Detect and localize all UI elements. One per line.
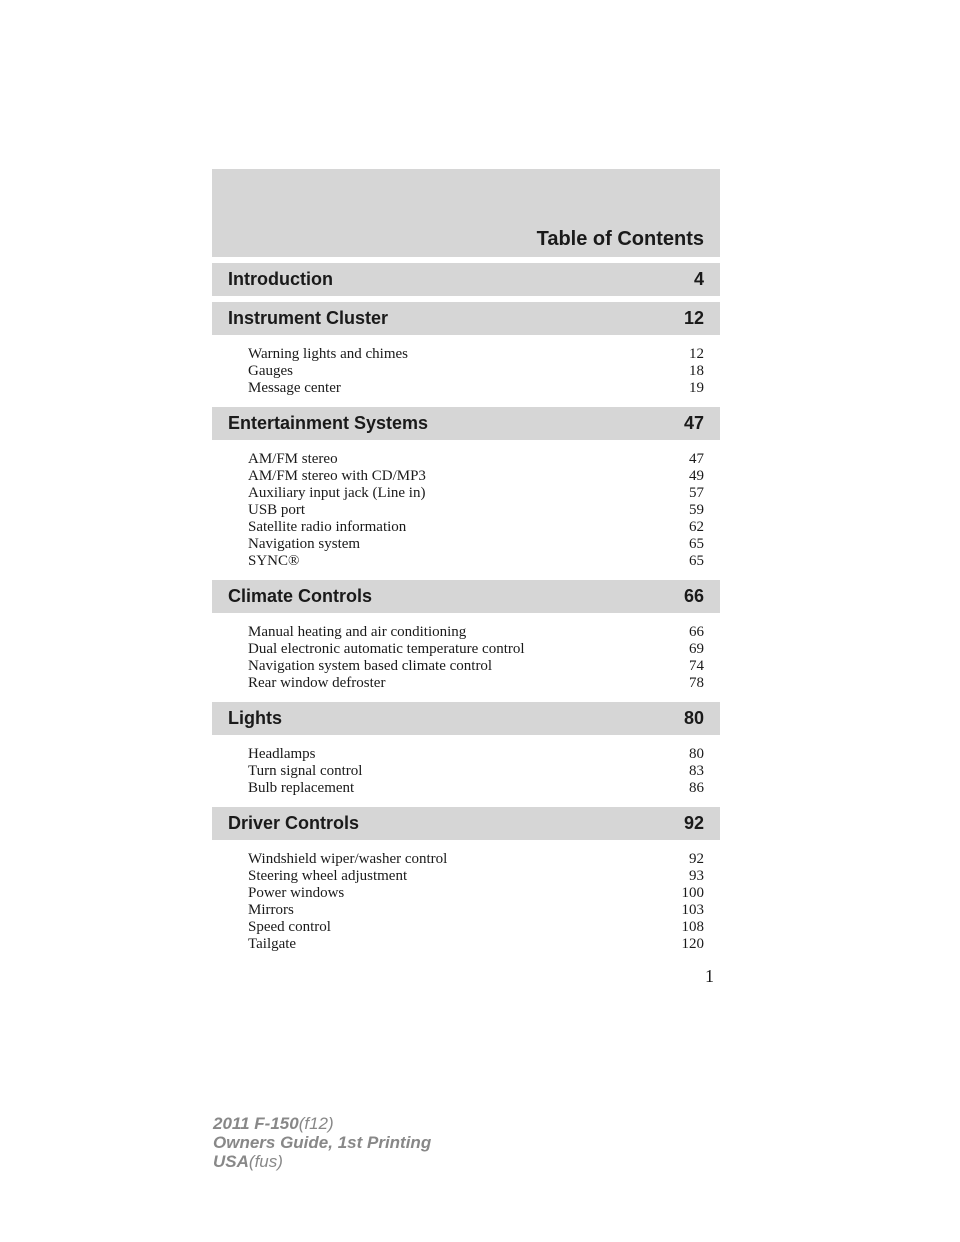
- toc-entry[interactable]: [248, 885, 704, 902]
- section-title: Climate Controls: [228, 586, 373, 606]
- toc-entry[interactable]: [248, 346, 704, 363]
- section-heading[interactable]: [212, 702, 720, 735]
- toc-section: [212, 302, 720, 401]
- entry-label: Message center: [248, 380, 341, 396]
- section-title: Driver Controls: [228, 813, 360, 833]
- entry-label: Gauges: [248, 363, 293, 379]
- section-page: 80: [683, 708, 704, 728]
- toc-entry[interactable]: [248, 641, 704, 658]
- toc-entry[interactable]: [248, 936, 704, 953]
- section-heading[interactable]: [212, 407, 720, 440]
- entry-page: 78: [689, 675, 704, 691]
- entry-label: AM/FM stereo with CD/MP3: [248, 468, 426, 484]
- entry-page: 100: [681, 885, 704, 901]
- section-heading[interactable]: [212, 580, 720, 613]
- entry-page: 47: [689, 451, 704, 467]
- toc-entry[interactable]: [248, 519, 704, 536]
- page-title: Table of Contents: [536, 228, 704, 250]
- footer-line-2: Owners Guide, 1st Printing: [213, 1133, 432, 1152]
- entry-page: 92: [689, 851, 704, 867]
- footer-line-1: 2011 F-150(f12): [213, 1114, 334, 1133]
- table-of-contents: [212, 263, 720, 963]
- toc-entry[interactable]: [248, 658, 704, 675]
- toc-section: [212, 807, 720, 957]
- entry-page: 57: [689, 485, 704, 501]
- entry-label: Headlamps: [248, 746, 316, 762]
- toc-entry[interactable]: [248, 536, 704, 553]
- entry-page: 12: [689, 346, 704, 362]
- entry-label: Navigation system based climate control: [248, 658, 493, 674]
- header-box: [212, 169, 720, 257]
- section-heading[interactable]: [212, 302, 720, 335]
- toc-entry[interactable]: [248, 624, 704, 641]
- toc-entry[interactable]: [248, 485, 704, 502]
- entry-label: Tailgate: [248, 936, 297, 952]
- entry-page: 86: [689, 780, 704, 796]
- section-heading[interactable]: [212, 807, 720, 840]
- section-page: 12: [683, 308, 704, 328]
- entry-list: [212, 440, 720, 574]
- section-title: Introduction: [228, 269, 333, 289]
- entry-page: 19: [689, 380, 704, 396]
- toc-section: [212, 263, 720, 296]
- footer: [213, 1114, 431, 1171]
- entry-page: 65: [689, 553, 704, 569]
- entry-label: Mirrors: [248, 902, 294, 918]
- toc-entry[interactable]: [248, 763, 704, 780]
- entry-page: 83: [689, 763, 704, 779]
- entry-page: 18: [689, 363, 704, 379]
- entry-label: Satellite radio information: [248, 519, 407, 535]
- toc-entry[interactable]: [248, 919, 704, 936]
- toc-entry[interactable]: [248, 363, 704, 380]
- entry-page: 108: [681, 919, 704, 935]
- entry-page: 49: [689, 468, 704, 484]
- entry-label: Turn signal control: [248, 763, 363, 779]
- toc-section: [212, 702, 720, 801]
- entry-label: AM/FM stereo: [248, 451, 338, 467]
- entry-label: Rear window defroster: [248, 675, 386, 691]
- entry-label: Speed control: [248, 919, 331, 935]
- entry-list: [212, 735, 720, 801]
- toc-entry[interactable]: [248, 780, 704, 797]
- section-title: Lights: [228, 708, 282, 728]
- entry-label: Dual electronic automatic temperature control: [248, 641, 525, 657]
- toc-entry[interactable]: [248, 468, 704, 485]
- section-page: 66: [683, 586, 704, 606]
- entry-page: 69: [689, 641, 704, 657]
- entry-label: SYNC®: [248, 553, 300, 569]
- section-page: 47: [683, 413, 704, 433]
- toc-entry[interactable]: [248, 902, 704, 919]
- section-title: Entertainment Systems: [228, 413, 429, 433]
- entry-page: 80: [689, 746, 704, 762]
- toc-entry[interactable]: [248, 868, 704, 885]
- entry-page: 62: [689, 519, 704, 535]
- entry-page: 66: [689, 624, 704, 640]
- entry-label: USB port: [248, 502, 306, 518]
- entry-list: [212, 613, 720, 696]
- footer-line-3: USA(fus): [213, 1152, 283, 1171]
- entry-page: 74: [689, 658, 704, 674]
- toc-entry[interactable]: [248, 451, 704, 468]
- toc-section: [212, 580, 720, 696]
- entry-label: Auxiliary input jack (Line in): [248, 485, 426, 501]
- entry-label: Windshield wiper/washer control: [248, 851, 448, 867]
- entry-page: 103: [681, 902, 704, 918]
- toc-entry[interactable]: [248, 851, 704, 868]
- section-title: Instrument Cluster: [228, 308, 389, 328]
- toc-entry[interactable]: [248, 553, 704, 570]
- entry-page: 59: [689, 502, 704, 518]
- toc-entry[interactable]: [248, 502, 704, 519]
- toc-entry[interactable]: [248, 380, 704, 397]
- section-heading[interactable]: [212, 263, 720, 296]
- page-number: 1: [705, 966, 714, 986]
- entry-label: Navigation system: [248, 536, 361, 552]
- entry-label: Manual heating and air conditioning: [248, 624, 467, 640]
- entry-label: Bulb replacement: [248, 780, 355, 796]
- section-page: 92: [683, 813, 704, 833]
- entry-list: [212, 335, 720, 401]
- toc-section: [212, 407, 720, 574]
- entry-label: Power windows: [248, 885, 345, 901]
- entry-page: 120: [681, 936, 704, 952]
- entry-list: [212, 840, 720, 957]
- entry-label: Warning lights and chimes: [248, 346, 409, 362]
- entry-label: Steering wheel adjustment: [248, 868, 408, 884]
- toc-entry[interactable]: [248, 746, 704, 763]
- entry-page: 65: [689, 536, 704, 552]
- section-page: 4: [693, 269, 704, 289]
- entry-page: 93: [689, 868, 704, 884]
- toc-entry[interactable]: [248, 675, 704, 692]
